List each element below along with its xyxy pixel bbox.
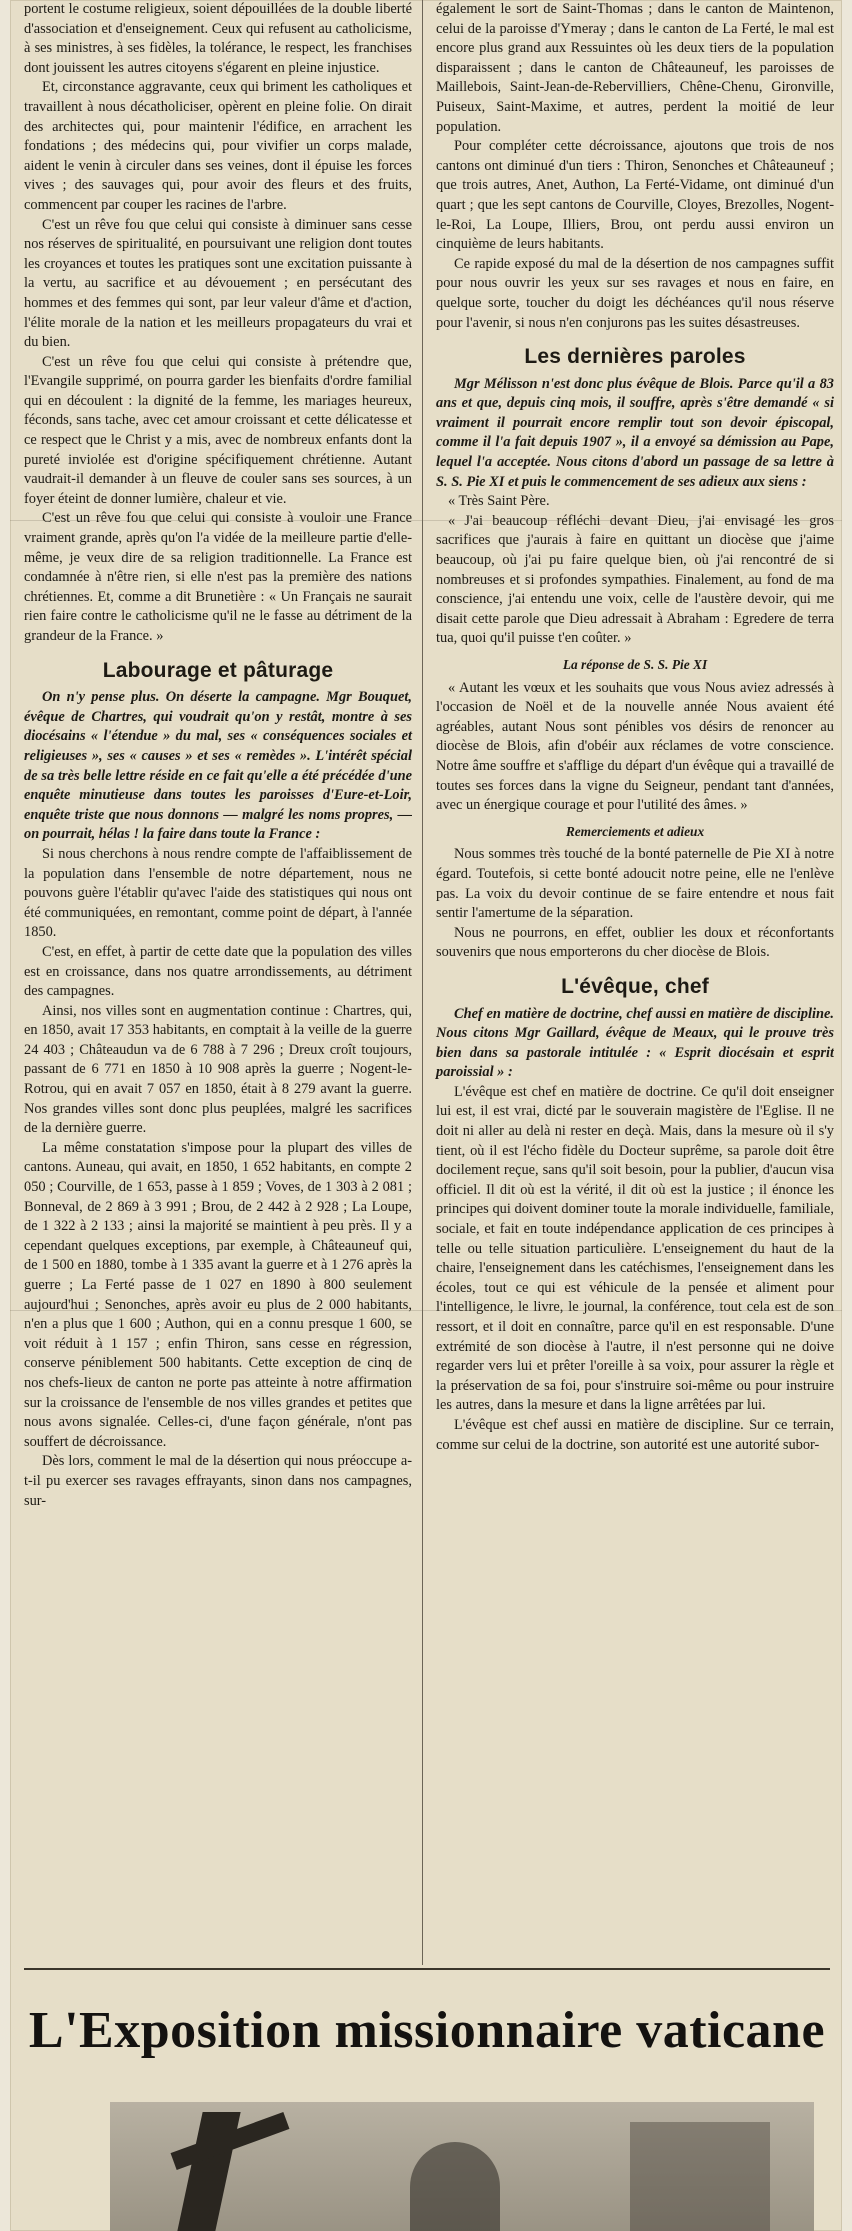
paragraph: La même constatation s'impose pour la plupart des villes de cantons. Auneau, qui avait, en 1850, 1 652 habitants, en compte 2 050 ; Courville, de 1 653, passe à 1 859 ; Voves, de 1 303 à 2 081 ; Bonneval, de 2 869 à 3 991 ; Brou, de 2 442 à 2 928 ; La Loupe, de 1 322 à 2 133 ; ainsi la majorité se maintient à peu près. Il y a cependant quelques exceptions, par exemple, à Châteauneuf qui, de 1 500 en 1880, tombe à 1 335 avant la guerre et à 1 276 après la guerre ; La Ferté passe de 1 027 en 1890 à 800 seulement aujourd'hui ; Senonches, après avoir eu plus de 2 000 habitants, n'en a plus que 1 600 ; Authon, qui en a connu presque 1 600, se voit réduit à 1 157 ; enfin Thiron, sans cesse en régression, conserve péniblement 500 habitants. Cette exception de cinq de nos chefs-lieux de canton ne porte pas atteinte à notre affirmation sur la croissance de l'ensemble de nos villes grandes et petites que nous avons signalée. Celles-ci, d'une façon générale, n'ont pas souffert de décroissance.: [24, 1139, 412, 1450]
paragraph: Nous sommes très touché de la bonté paternelle de Pie XI à notre égard. Toutefois, si cette bonté adoucit notre peine, elle ne l'enlève pas. La voix du devoir continue de se faire entendre et nous fait sentir l'amertume de la séparation.: [436, 846, 834, 922]
section-lead: Mgr Mélisson n'est donc plus évêque de Blois. Parce qu'il a 83 ans et que, depuis cinq mois, il souffre, après s'être demandé « si vraiment il pourrait encore remplir tout son devoir épiscopal, comme il l'a fait depuis 1907 », il a envoyé sa démission au Pape, lequel l'a acceptée. Nous citons d'abord un passage de sa lettre à S. S. Pie XI et puis le commencement de ses adieux aux siens :: [436, 375, 834, 490]
paragraph: Ainsi, nos villes sont en augmentation continue : Chartres, qui, en 1850, avait 17 353 habitants, en comptait à la veille de la guerre 24 403 ; Châteaudun va de 6 788 à 7 296 ; Dreux croît toujours, passant de 6 771 en 1850 à 10 908 après la guerre ; Nogent-le-Rotrou, qui en avait 7 057 en 1850, était à 8 279 avant la guerre. Nos grandes villes sont donc plus peuplées, malgré les sacrifices de la dernière guerre.: [24, 1002, 412, 1137]
paragraph: Et, circonstance aggravante, ceux qui briment les catholiques et travaillent à nous décatholiciser, opèrent en pleine folie. On dirait des architectes qui, pour maintenir l'édifice, en arrachent les fondations ; des médecins qui, pour vivifier un corps malade, aident le venin à circuler dans ses veines, dont il épuise les forces vives ; des sauvages qui, pour avoir des fleurs et des fruits, commencent par couper les racines de l'arbre.: [24, 79, 412, 213]
section-lead: On n'y pense plus. On déserte la campagne. Mgr Bouquet, évêque de Chartres, qui voudrait qu'on y restât, montre à ses diocésains « l'étendue » du mal, ses « conséquences sociales et religieuses », ses « causes » et ses « remèdes ». L'intérêt spécial de sa très belle lettre réside en ce fait qu'elle a été précédée d'une enquête minutieuse dans toutes les paroisses d'Eure-et-Loir, enquête triste que nous donnons — malgré les noms propres, — on pourrait, hélas ! la faire dans toute la France :: [24, 689, 412, 843]
paragraph: L'évêque est chef en matière de doctrine. Ce qu'il doit enseigner lui est, il est vrai, dicté par le souverain magistère de l'Eglise. Il ne doit ni aller au delà ni rester en deçà. Mais, dans la mesure où il s'y tient, où il est l'écho fidèle du Docteur suprême, sa parole doit être docilement reçue, sans qu'il soit besoin, pour la publier, d'aucun visa officiel. Il dit où est la vérité, il dit où est la justice ; il énonce les principes qui doivent dominer toute la morale individuelle, familiale, sociale, et fait en toute indépendance application de ces principes à telle ou telle situation particulière. L'enseignement du haut de la chaire, l'enseignement dans les catéchismes, l'enseignement dans les écoles, tout ce qui est véhicule de la pensée et aliment pour l'intelligence, le livre, le journal, la conférence, tout cela est de son ressort, et il doit en connaître, parce qu'il en est responsable. D'une extrémité de son diocèse à l'autre, il n'est personne qui ne doive regarder vers lui et prêter l'oreille à sa voix, pour assurer la règle et la préservation de sa foi, pour s'instruire soi-même ou pour instruire les autres, dans la mesure et dans la ligne arrêtées par lui.: [436, 1083, 834, 1414]
paragraph: Si nous cherchons à nous rendre compte de l'affaiblissement de la population dans l'ensemble de notre département, nous ne pouvons guère l'établir qu'avec l'aide des statistiques qui nous ont été communiquées, en remontant, comme point de départ, à l'année 1850.: [24, 845, 412, 941]
paragraph: C'est un rêve fou que celui qui consiste à prétendre que, l'Evangile supprimé, on pourra garder les bienfaits d'ordre familial qui en découlent : la dignité de la femme, les mariages heureux, féconds, sans tache, avec cet amour croissant et cette délicatesse et ce respect que le Christ y a mis, avec de nombreux enfants dont la pureté inviolée est d'origine spécifiquement chrétienne. Autant vaudrait-il demander à un fleuve de couler sans ses sources, à un foyer éteint de donner lumière, chaleur et vie.: [24, 353, 412, 507]
paragraph: Dès lors, comment le mal de la désertion qui nous préoccupe a-t-il pu exercer ses ravages effrayants, sinon dans nos campagnes, sur-: [24, 1453, 412, 1509]
section-lead: Chef en matière de doctrine, chef aussi en matière de discipline. Nous citons Mgr Gaillard, évêque de Meaux, qui le prouve très bien dans sa pastorale intitulée : « Esprit diocésain et esprit paroissial » :: [436, 1005, 834, 1081]
left-column: [24, 0, 423, 1965]
subheading-remerciements: Remerciements et adieux: [565, 823, 705, 839]
paragraph: C'est, en effet, à partir de cette date que la population des villes est en croissance, dans nos quatre arrondissements, au détriment des campagnes.: [24, 943, 412, 1000]
right-column: [428, 0, 834, 1965]
article-columns: [24, 0, 834, 1965]
paragraph: C'est un rêve fou que celui qui consiste à diminuer sans cesse nos réserves de spiritualité, en poursuivant une religion dont toutes les croyances et toutes les pratiques sont une excitation puissante à la vertu, au sacrifice et au dévouement ; en persécutant des hommes et des femmes qui sont, par leur valeur d'âme et d'action, l'élite morale de la nation et les meilleurs propagateurs du vrai et du bien.: [24, 216, 412, 351]
newspaper-clipping: [10, 0, 842, 2231]
paragraph: Pour compléter cette décroissance, ajoutons que trois de nos cantons ont diminué d'un tiers : Thiron, Senonches et Châteauneuf ; que trois autres, Anet, Authon, La Ferté-Vidame, ont diminué d'un quart ; que les sept cantons de Courville, Cloyes, Brezolles, Nogent-le-Roi, La Loupe, Illiers, Brou, ont perdu aussi environ un cinquième de leurs habitants.: [436, 138, 834, 253]
divider-rule: [24, 1968, 830, 1970]
subheading-reponse: La réponse de S. S. Pie XI: [562, 657, 708, 672]
letter-salutation: « Très Saint Père.: [448, 493, 550, 510]
section-heading-eveque-chef: L'évêque, chef: [561, 974, 709, 998]
letter-body: « J'ai beaucoup réfléchi devant Dieu, j'ai envisagé les gros sacrifices que j'aurais à faire en quittant un diocèse que j'aime beaucoup, où j'ai pu faire quelque bien, où j'ai rencontré de si nombreuses et si profondes sympathies. Finalement, au fond de ma conscience, j'ai entendu une voix, celle de l'austère devoir, qui me disait cette parole que Dieu adressait à Abraham : Egredere de terra tua, quoi qu'il puisse t'en coûter. »: [436, 512, 834, 647]
exposition-headline: L'Exposition missionnaire vaticane: [28, 2001, 826, 2059]
section-heading-labourage: Labourage et pâturage: [102, 658, 334, 682]
paragraph: L'évêque est chef aussi en matière de discipline. Sur ce terrain, comme sur celui de la doctrine, son autorité est une autorité subor-: [436, 1416, 834, 1453]
reply-body: « Autant les vœux et les souhaits que vous Nous aviez adressés à l'occasion de Noël et de la nouvelle année Nous avaient été agréables, autant Nous sont pénibles vos désirs de renoncer au diocèse de Blois, afin d'obéir aux réclames de votre conscience. Notre âme souffre et s'afflige du départ d'un évêque qui a travaillé de toutes ses forces dans la vigne du Seigneur, pendant tant d'années, avec un énergique courage et pour l'utilité des âmes. »: [436, 679, 834, 814]
halftone-photo: [110, 2102, 814, 2231]
paragraph: également le sort de Saint-Thomas ; dans le canton de Maintenon, celui de la paroisse d'Ymeray ; dans le canton de La Ferté, le mal est encore plus grand aux Ressuintes où les deux tiers de la population disparaissent ; dans le canton de Châteauneuf, les paroisses de Maillebois, Saint-Jean-de-Rebervilliers, Chêne-Chenu, Gironville, Puiseux, Saint-Maxime, et autres, perdent la moitié de leur population.: [436, 1, 834, 135]
paragraph: Ce rapide exposé du mal de la désertion de nos campagnes suffit pour nous ouvrir les yeux sur ses ravages et nous en faire, en quelque sorte, toucher du doigt les déchéances qu'il nous réserve pour l'avenir, si nous n'en conjurons pas les suites désastreuses.: [436, 255, 834, 331]
section-heading-dernieres-paroles: Les dernières paroles: [524, 345, 746, 369]
paragraph: portent le costume religieux, soient dépouillées de la double liberté d'association et d'enseignement. Ceux qui refusent au catholicisme, à ses ministres, à ses fidèles, la tolérance, le respect, les franchises dont jouissent les autres citoyens s'égarent en pleine injustice.: [24, 1, 412, 76]
paragraph: C'est un rêve fou que celui qui consiste à vouloir une France vraiment grande, après qu'on l'a vidée de la meilleure partie d'elle-même, je veux dire de sa religion traditionnelle. La France est condamnée à n'être rien, si elle n'est pas la première des nations chrétiennes. Et, comme a dit Brunetière : « Un Français ne saurait rien faire contre le catholicisme qu'il ne le fasse au détriment de la grandeur de la France. »: [24, 510, 412, 644]
paragraph: Nous ne pourrons, en effet, oublier les doux et réconfortants souvenirs que nous emporterons du cher diocèse de Blois.: [436, 924, 834, 961]
